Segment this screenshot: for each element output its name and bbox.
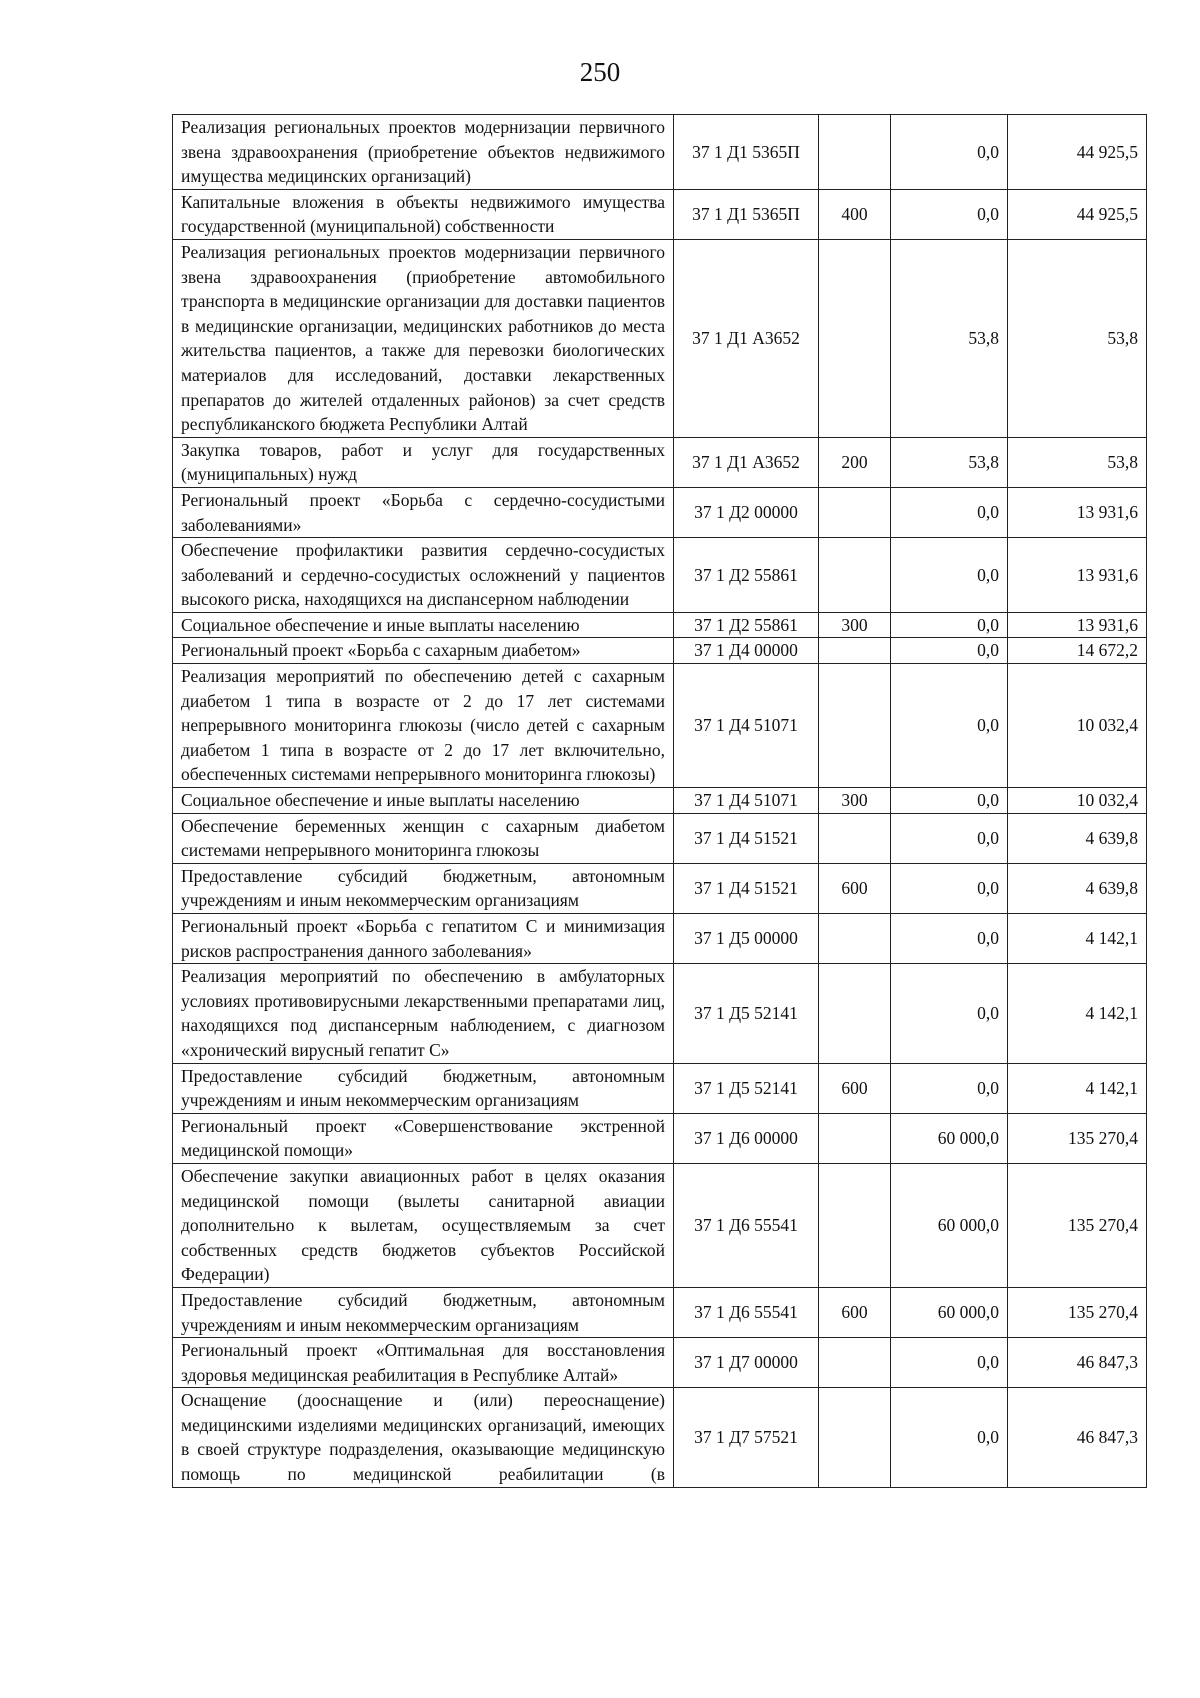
row-expense-kind-cell — [819, 813, 891, 863]
row-amount-1-cell: 0,0 — [891, 863, 1008, 913]
row-code-cell: 37 1 Д5 52141 — [674, 1063, 819, 1113]
row-amount-1-cell: 60 000,0 — [891, 1287, 1008, 1337]
row-name-cell: Реализация региональных проектов модернизации первичного звена здравоохранения (приобретение автомобильного транспорта в медицинские организации для доставки пациентов в медицинские организации, медицинских работников до места жительства пациентов, а также для перевозки биологических материалов для исследований, доставки лекарственных препаратов до жителей отдаленных районов) за счет средств республиканского бюджета Республики Алтай — [173, 239, 674, 437]
page-number: 250 — [579, 57, 621, 87]
row-amount-2-cell: 44 925,5 — [1008, 115, 1147, 190]
row-expense-kind-cell — [819, 239, 891, 437]
row-name-cell: Предоставление субсидий бюджетным, автономным учреждениям и иным некоммерческим организациям — [173, 1287, 674, 1337]
row-code-cell: 37 1 Д7 57521 — [674, 1388, 819, 1487]
row-code-cell: 37 1 Д6 55541 — [674, 1163, 819, 1287]
row-code-cell: 37 1 Д1 5365П — [674, 115, 819, 190]
row-amount-1-cell: 0,0 — [891, 612, 1008, 638]
row-amount-1-cell: 0,0 — [891, 115, 1008, 190]
row-expense-kind-cell — [819, 638, 891, 664]
table-row — [173, 437, 1147, 487]
row-name-cell: Обеспечение закупки авиационных работ в целях оказания медицинской помощи (вылеты санитарной авиации дополнительно к вылетам, осуществляемым за счет собственных средств бюджетов субъектов Российской Федерации) — [173, 1163, 674, 1287]
row-code-cell: 37 1 Д2 55861 — [674, 538, 819, 613]
row-amount-1-cell: 53,8 — [891, 437, 1008, 487]
row-amount-1-cell: 60 000,0 — [891, 1163, 1008, 1287]
row-name-cell: Обеспечение профилактики развития сердечно-сосудистых заболеваний и сердечно-сосудистых осложнений у пациентов высокого риска, находящихся на диспансерном наблюдении — [173, 538, 674, 613]
row-amount-2-cell: 46 847,3 — [1008, 1388, 1147, 1487]
row-code-cell: 37 1 Д6 55541 — [674, 1287, 819, 1337]
row-code-cell: 37 1 Д1 А3652 — [674, 437, 819, 487]
table-row — [173, 1063, 1147, 1113]
table-row — [173, 487, 1147, 537]
row-amount-1-cell: 0,0 — [891, 538, 1008, 613]
table-row — [173, 788, 1147, 814]
row-amount-1-cell: 0,0 — [891, 788, 1008, 814]
row-expense-kind-cell — [819, 1113, 891, 1163]
table-row — [173, 1338, 1147, 1388]
table-row — [173, 863, 1147, 913]
row-amount-2-cell: 13 931,6 — [1008, 487, 1147, 537]
row-code-cell: 37 1 Д4 51071 — [674, 788, 819, 814]
row-code-cell: 37 1 Д4 51521 — [674, 813, 819, 863]
row-expense-kind-cell: 300 — [819, 612, 891, 638]
row-name-cell: Закупка товаров, работ и услуг для государственных (муниципальных) нужд — [173, 437, 674, 487]
row-code-cell: 37 1 Д5 52141 — [674, 964, 819, 1063]
row-amount-2-cell: 53,8 — [1008, 437, 1147, 487]
row-name-cell: Реализация региональных проектов модернизации первичного звена здравоохранения (приобретение объектов недвижимого имущества медицинских организаций) — [173, 115, 674, 190]
row-name-cell: Предоставление субсидий бюджетным, автономным учреждениям и иным некоммерческим организациям — [173, 863, 674, 913]
row-amount-1-cell: 0,0 — [891, 1338, 1008, 1388]
row-amount-1-cell: 0,0 — [891, 964, 1008, 1063]
row-amount-1-cell: 0,0 — [891, 487, 1008, 537]
row-expense-kind-cell: 300 — [819, 788, 891, 814]
row-expense-kind-cell — [819, 914, 891, 964]
row-amount-1-cell: 0,0 — [891, 914, 1008, 964]
table-row — [173, 664, 1147, 788]
row-amount-2-cell: 135 270,4 — [1008, 1163, 1147, 1287]
row-amount-2-cell: 4 142,1 — [1008, 914, 1147, 964]
row-amount-1-cell: 0,0 — [891, 189, 1008, 239]
row-code-cell: 37 1 Д7 00000 — [674, 1338, 819, 1388]
row-amount-1-cell: 60 000,0 — [891, 1113, 1008, 1163]
row-name-cell: Региональный проект «Совершенствование экстренной медицинской помощи» — [173, 1113, 674, 1163]
row-code-cell: 37 1 Д1 5365П — [674, 189, 819, 239]
row-code-cell: 37 1 Д5 00000 — [674, 914, 819, 964]
row-name-cell: Региональный проект «Борьба с сердечно-сосудистыми заболеваниями» — [173, 487, 674, 537]
row-code-cell: 37 1 Д4 51071 — [674, 664, 819, 788]
row-name-cell: Обеспечение беременных женщин с сахарным диабетом системами непрерывного мониторинга глюкозы — [173, 813, 674, 863]
row-expense-kind-cell — [819, 487, 891, 537]
row-name-cell: Региональный проект «Оптимальная для восстановления здоровья медицинская реабилитация в Республике Алтай» — [173, 1338, 674, 1388]
row-expense-kind-cell: 600 — [819, 1287, 891, 1337]
table-row — [173, 538, 1147, 613]
row-code-cell: 37 1 Д1 А3652 — [674, 239, 819, 437]
table-row — [173, 189, 1147, 239]
row-code-cell: 37 1 Д2 00000 — [674, 487, 819, 537]
row-amount-2-cell: 14 672,2 — [1008, 638, 1147, 664]
row-expense-kind-cell — [819, 964, 891, 1063]
row-name-cell: Оснащение (дооснащение и (или) переоснащение) медицинскими изделиями медицинских организаций, имеющих в своей структуре подразделения, оказывающие медицинскую помощь по медицинской реабилитации (в — [173, 1388, 674, 1487]
row-name-cell: Реализация мероприятий по обеспечению детей с сахарным диабетом 1 типа в возрасте от 2 до 17 лет системами непрерывного мониторинга глюкозы (число детей с сахарным диабетом 1 типа в возрасте от 2 до 17 лет включительно, обеспеченных системами непрерывного мониторинга глюкозы) — [173, 664, 674, 788]
row-expense-kind-cell — [819, 1388, 891, 1487]
row-expense-kind-cell — [819, 1163, 891, 1287]
row-amount-2-cell: 10 032,4 — [1008, 664, 1147, 788]
row-expense-kind-cell — [819, 1338, 891, 1388]
row-amount-2-cell: 53,8 — [1008, 239, 1147, 437]
row-amount-2-cell: 13 931,6 — [1008, 612, 1147, 638]
row-amount-1-cell: 0,0 — [891, 813, 1008, 863]
row-amount-2-cell: 4 639,8 — [1008, 813, 1147, 863]
row-name-cell: Капитальные вложения в объекты недвижимого имущества государственной (муниципальной) собственности — [173, 189, 674, 239]
row-expense-kind-cell: 600 — [819, 1063, 891, 1113]
row-name-cell: Предоставление субсидий бюджетным, автономным учреждениям и иным некоммерческим организациям — [173, 1063, 674, 1113]
row-name-cell: Социальное обеспечение и иные выплаты населению — [173, 612, 674, 638]
table-row — [173, 1388, 1147, 1487]
row-name-cell: Реализация мероприятий по обеспечению в амбулаторных условиях противовирусными лекарственными препаратами лиц, находящихся под диспансерным наблюдением, с диагнозом «хронический вирусный гепатит С» — [173, 964, 674, 1063]
row-expense-kind-cell: 600 — [819, 863, 891, 913]
table-row — [173, 638, 1147, 664]
row-expense-kind-cell: 400 — [819, 189, 891, 239]
row-amount-2-cell: 135 270,4 — [1008, 1287, 1147, 1337]
row-amount-2-cell: 44 925,5 — [1008, 189, 1147, 239]
row-name-cell: Региональный проект «Борьба с гепатитом С и минимизация рисков распространения данного заболевания» — [173, 914, 674, 964]
row-name-cell: Социальное обеспечение и иные выплаты населению — [173, 788, 674, 814]
row-amount-2-cell: 4 142,1 — [1008, 964, 1147, 1063]
table-row — [173, 612, 1147, 638]
table-row — [173, 1287, 1147, 1337]
row-expense-kind-cell: 200 — [819, 437, 891, 487]
row-amount-2-cell: 4 142,1 — [1008, 1063, 1147, 1113]
table-row — [173, 1163, 1147, 1287]
row-amount-2-cell: 46 847,3 — [1008, 1338, 1147, 1388]
row-code-cell: 37 1 Д2 55861 — [674, 612, 819, 638]
table-row — [173, 115, 1147, 190]
row-amount-1-cell: 0,0 — [891, 1063, 1008, 1113]
row-amount-2-cell: 10 032,4 — [1008, 788, 1147, 814]
row-expense-kind-cell — [819, 538, 891, 613]
row-amount-1-cell: 0,0 — [891, 664, 1008, 788]
budget-table — [172, 114, 1147, 1488]
table-row — [173, 239, 1147, 437]
row-expense-kind-cell — [819, 115, 891, 190]
row-amount-1-cell: 0,0 — [891, 638, 1008, 664]
row-name-cell: Региональный проект «Борьба с сахарным диабетом» — [173, 638, 674, 664]
row-amount-1-cell: 53,8 — [891, 239, 1008, 437]
budget-table-body — [173, 115, 1147, 1488]
table-row — [173, 1113, 1147, 1163]
row-amount-2-cell: 13 931,6 — [1008, 538, 1147, 613]
table-row — [173, 813, 1147, 863]
table-row — [173, 964, 1147, 1063]
row-code-cell: 37 1 Д6 00000 — [674, 1113, 819, 1163]
row-amount-2-cell: 4 639,8 — [1008, 863, 1147, 913]
row-amount-2-cell: 135 270,4 — [1008, 1113, 1147, 1163]
row-code-cell: 37 1 Д4 00000 — [674, 638, 819, 664]
row-code-cell: 37 1 Д4 51521 — [674, 863, 819, 913]
row-expense-kind-cell — [819, 664, 891, 788]
row-amount-1-cell: 0,0 — [891, 1388, 1008, 1487]
table-row — [173, 914, 1147, 964]
